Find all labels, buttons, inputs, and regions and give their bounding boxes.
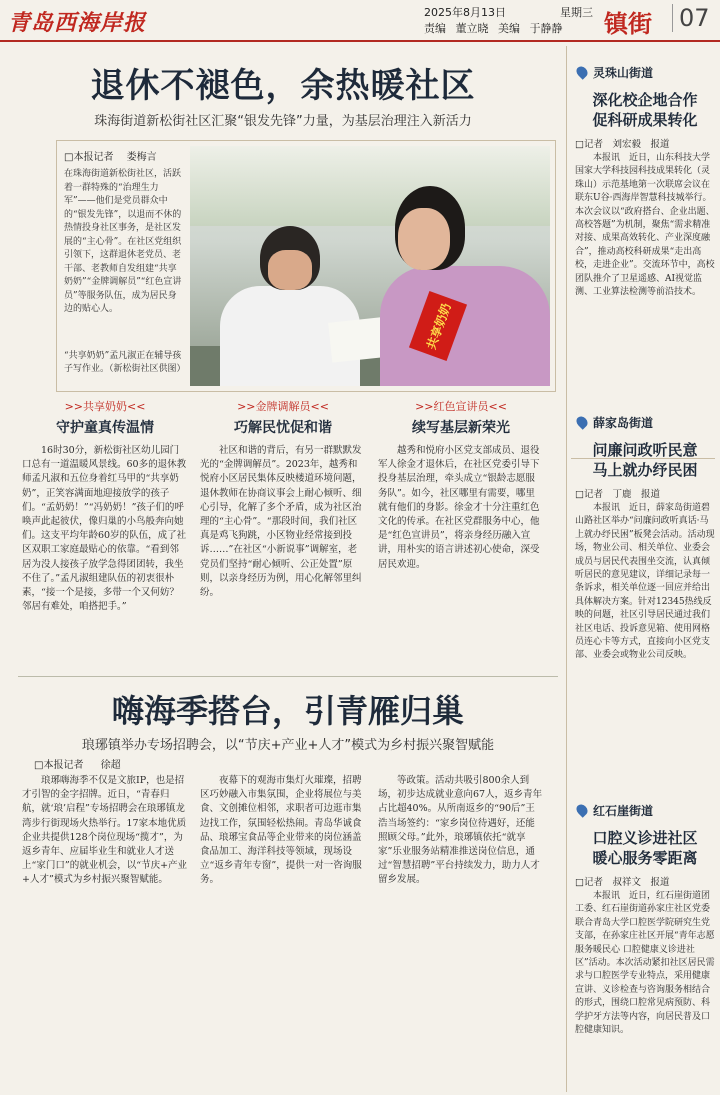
column-title: 守护童真传温情 [56,420,154,436]
editor-name: 董立晓 [455,22,489,35]
location-pin-icon [574,802,590,818]
brief-byline: □记者 叔祥文 报道 [575,877,670,888]
photo-caption: “共享奶奶”孟凡淑正在辅导孩子写作业。（新松街社区供图） [64,351,186,374]
second-subheadline: 琅琊镇举办专场招聘会，以“节庆+产业+人才”模式为乡村振兴聚智赋能 [81,738,495,753]
newspaper-logo: 青岛西海岸报 [8,10,147,36]
brief-body: 本报讯 近日，薛家岛街道碧山路社区举办“问廉问政听真话·马上就办纾民困”板凳会活动。活动现场，物业公司、相关单位、业委会成员与居民代表围坐交流，认真倾听居民的意见建议，详细记录每一条诉求，相关单位逐一回应并给出具体解决方案。针对12345热线反映的问题，社区引导居民通过我们社区电话、投诉意见箱、使用网格员连心卡等方式，直接向小区党支部、业委会或物业公司反映。 [575,503,715,661]
photo-volunteer [380,266,550,386]
article-intro: 在珠海街道新松街社区，活跃着一群特殊的“治理生力军”——他们是党员群众中的“银发先锋”，以退而不休的热情投身社区事务，是社区发展的“主心骨”。在社区党组织引领下，这群退休老党员、老干部、老教师自发组建“共享奶奶”“金牌调解员”“红色宣讲员”等服务队伍，成为居民身边的贴心人。 [64,169,182,314]
column-header-3 [376,398,546,437]
district-name: 灵珠山街道 [593,66,654,80]
byline-label: □本报记者 [64,152,114,163]
column-header-2 [198,398,368,437]
brief-body: 本报讯 近日，山东科技大学国家大学科技园科技成果转化（灵珠山）示范基地第一次联席会议在联东U谷·西海岸智慧科技城举行。本次会议以“政府搭台、企业出题、高校答题”为机制，聚焦“需求精准对接、成果高效转化、产业深度融合”，推动高校科研成果“走出高校，走进企业”。交流环节中，高校团队推介了卫星遥感、AI视觉监测、工业算法检测等前沿技术。 [575,153,715,298]
photo-boy-face [268,250,312,290]
second-body-3: 等政策。活动共吸引800余人到场，初步达成就业意向67人，返乡青年占比超40%。从所南返乡的“90后”王浩当场签约：“家乡岗位待遇好，还能照顾父母。”此外，琅琊镇依托“就享家”乐业服务站精准推送岗位信息，通过“智慧招聘”平台持续发力，助力人才留乡发展。 [378,775,543,886]
district-tag [577,802,653,819]
brief-title: 口腔义诊进社区 暖心服务零距离 [592,829,698,867]
brief-byline: □记者 刘宏毅 报道 [575,139,670,150]
brief-title: 深化校企地合作 促科研成果转化 [592,91,698,129]
brief-title: 问廉问政听民意 马上就办纾民困 [592,441,698,479]
district-tag [577,64,653,81]
designer-name: 于静静 [529,22,563,35]
district-name: 薛家岛街道 [593,416,654,430]
article-divider [18,676,558,677]
second-headline: 嗨海季搭台，引青雁归巢 [111,692,464,730]
editors-line [424,20,569,36]
byline-name: 娄梅言 [126,152,157,163]
brief-byline: □记者 丁鹿 报道 [575,489,660,500]
column-body-2: 社区和谐的背后，有另一群默默发光的“金牌调解员”。2023年，越秀和悦府小区居民集体反映楼道环境问题，退休教师在协商议事会上耐心倾听、细心引导，化解了多个矛盾，成为社区治理的“主心骨”。“那段时间，我们社区真是鸡飞狗跳，小区物业经常接到投诉……”在社区“小新说事”调解室，老党员们坚持“耐心倾听、公正处置”原则，以亲身经历为例，用心化解邻里纠纷。 [200,445,362,599]
masthead [0,0,720,42]
column-kicker: >>红色宣讲员<< [415,400,507,413]
main-headline: 退休不褪色，余热暖社区 [90,66,476,106]
district-name: 红石崖街道 [593,804,654,818]
main-byline [64,148,167,163]
column-body-1: 16时30分，新松街社区幼儿园门口总有一道温暖风景线。60多的退休教师孟凡淑和五位身着红马甲的“共享奶奶”，正笑容满面地迎接放学的孩子们。“孟奶奶！”“冯奶奶！”孩子们的呼唤声此起彼伏，像归巢的小鸟般奔向她们。这支平均年龄60岁的队伍，成了社区双职工家庭最贴心的依靠。“看到邻居为没人接孩子放学急得团团转，我坐不住了。”孟凡淑组建队伍的初衷很朴素，“接一个是接，多带一个又何妨？邻居有难处，咱搭把手。” [22,445,187,613]
page-number: 07 [672,4,710,32]
section-name: 镇街 [604,10,652,38]
location-pin-icon [574,414,590,430]
byline-label: □本报记者 [34,760,84,771]
column-title: 续写基层新荣光 [412,420,510,436]
issue-date: 2025年8月13日 [424,6,506,19]
right-sidebar [566,46,716,1092]
photo-window [190,146,550,226]
weekday: 星期三 [560,6,593,19]
byline-name: 徐超 [100,760,121,771]
second-body-1: 琅琊嗨海季不仅是文旅IP，也是招才引智的金字招牌。近日，“青春归航，就‘琅’启程”专场招聘会在琅琊镇龙湾步行街现场火热举行。17家本地优质企业共提供128个岗位现场“揽才”，为返乡青年、应届毕业生和就业人才送上“家门口”的就业机会，以“节庆+产业+人才”模式为乡村振兴聚智赋能。 [22,775,188,886]
second-byline [34,756,135,771]
column-kicker: >>金牌调解员<< [237,400,329,413]
column-kicker: >>共享奶奶<< [64,400,146,413]
photo-armband: 共享奶奶 [409,291,467,361]
column-header-1 [20,398,190,437]
column-title: 巧解民忧促和谐 [234,420,332,436]
second-body-2: 夜幕下的观海市集灯火璀璨，招聘区巧妙融入市集氛围，企业将展位与美食、文创摊位相邻，求职者可边逛市集边找工作，氛围轻松热闹。青岛华诚食品、琅琊宝食品等企业带来的岗位涵盖食品加工、海洋科技等领域，现场设立“返乡青年专窗”，提供一对一咨询服务。 [200,775,362,886]
designer-label: 美编 [498,22,520,35]
photo-volunteer-face [398,208,450,270]
brief-body: 本报讯 近日，红石崖街道团工委、红石崖街道孙家庄社区党委联合青岛大学口腔医学院研究生党支部，在孙家庄社区开展“青年志愿服务暖民心 口腔健康义诊进社区”活动。本次活动紧扣社区居民需求与口腔医学专业特点，采用健康宣讲、义诊检查与咨询服务相结合的形式，围绕口腔常见病预防、科学护牙方法等内容，向居民普及口腔健康知识。 [575,891,715,1036]
district-tag [577,414,653,431]
column-body-3: 越秀和悦府小区党支部成员、退役军人徐金才退休后，在社区党委引导下投身基层治理，牵头成立“银龄志愿服务队”。如今，社区哪里有需要，哪里就有他们的身影。徐金才十分注重红色文化的传承。在社区党群服务中心，他是“红色宣讲员”，将亲身经历融入宣讲，用朴实的语言讲述初心使命，深受居民欢迎。 [378,445,540,570]
main-subheadline: 珠海街道新松街社区汇聚“银发先锋”力量，为基层治理注入新活力 [94,114,472,129]
editor-label: 责编 [424,22,446,35]
news-photo [190,146,550,386]
location-pin-icon [574,64,590,80]
